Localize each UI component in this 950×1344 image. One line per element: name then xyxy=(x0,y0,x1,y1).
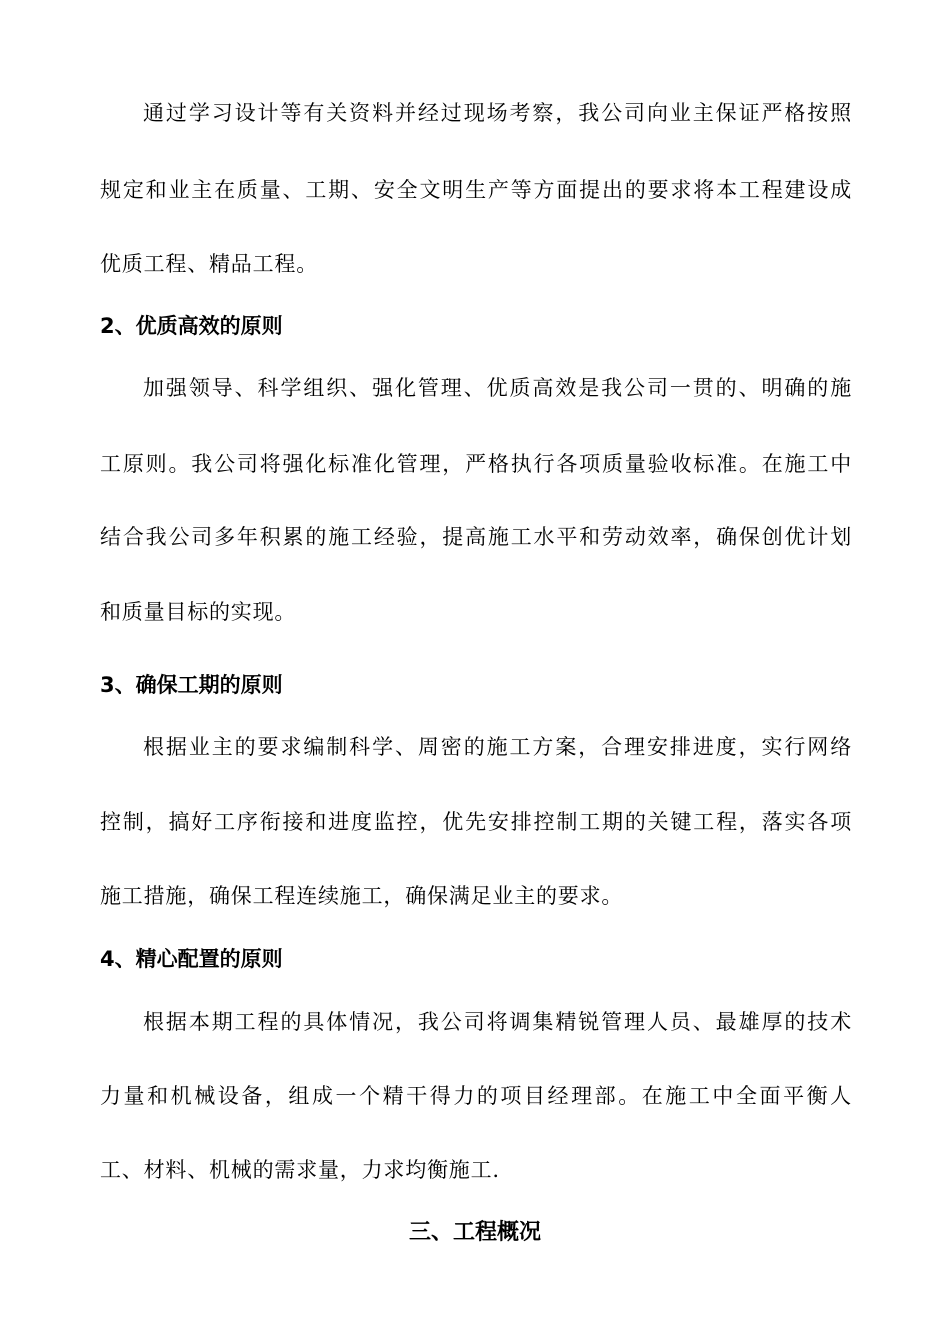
intro-line-2: 规定和业主在质量、工期、安全文明生产等方面提出的要求将本工程建设成 xyxy=(100,178,852,202)
section-2-line-3: 结合我公司多年积累的施工经验，提高施工水平和劳动效率，确保创优计划 xyxy=(100,525,852,549)
section-3-heading: 3、确保工期的原则 xyxy=(100,673,283,697)
intro-line-3: 优质工程、精品工程。 xyxy=(100,252,318,276)
intro-line-1: 通过学习设计等有关资料并经过现场考察，我公司向业主保证严格按照 xyxy=(143,101,852,125)
section-3-line-3: 施工措施，确保工程连续施工，确保满足业主的要求。 xyxy=(100,884,624,908)
section-3-line-1: 根据业主的要求编制科学、周密的施工方案，合理安排进度，实行网络 xyxy=(143,735,852,759)
section-4-line-2: 力量和机械设备，组成一个精干得力的项目经理部。在施工中全面平衡人 xyxy=(100,1084,852,1108)
section-4-heading: 4、精心配置的原则 xyxy=(100,947,283,971)
section-2-heading: 2、优质高效的原则 xyxy=(100,314,283,338)
section-3-line-2: 控制，搞好工序衔接和进度监控，优先安排控制工期的关键工程，落实各项 xyxy=(100,810,852,834)
section-4-line-3: 工、材料、机械的需求量，力求均衡施工. xyxy=(100,1158,500,1182)
section-2-line-4: 和质量目标的实现。 xyxy=(100,600,297,624)
section-4-line-1: 根据本期工程的具体情况，我公司将调集精锐管理人员、最雄厚的技术 xyxy=(143,1010,852,1034)
section-2-line-2: 工原则。我公司将强化标准化管理，严格执行各项质量验收标准。在施工中 xyxy=(100,452,852,476)
section-2-line-1: 加强领导、科学组织、强化管理、优质高效是我公司一贯的、明确的施 xyxy=(143,376,852,400)
section-three-title: 三、工程概况 xyxy=(408,1220,541,1245)
